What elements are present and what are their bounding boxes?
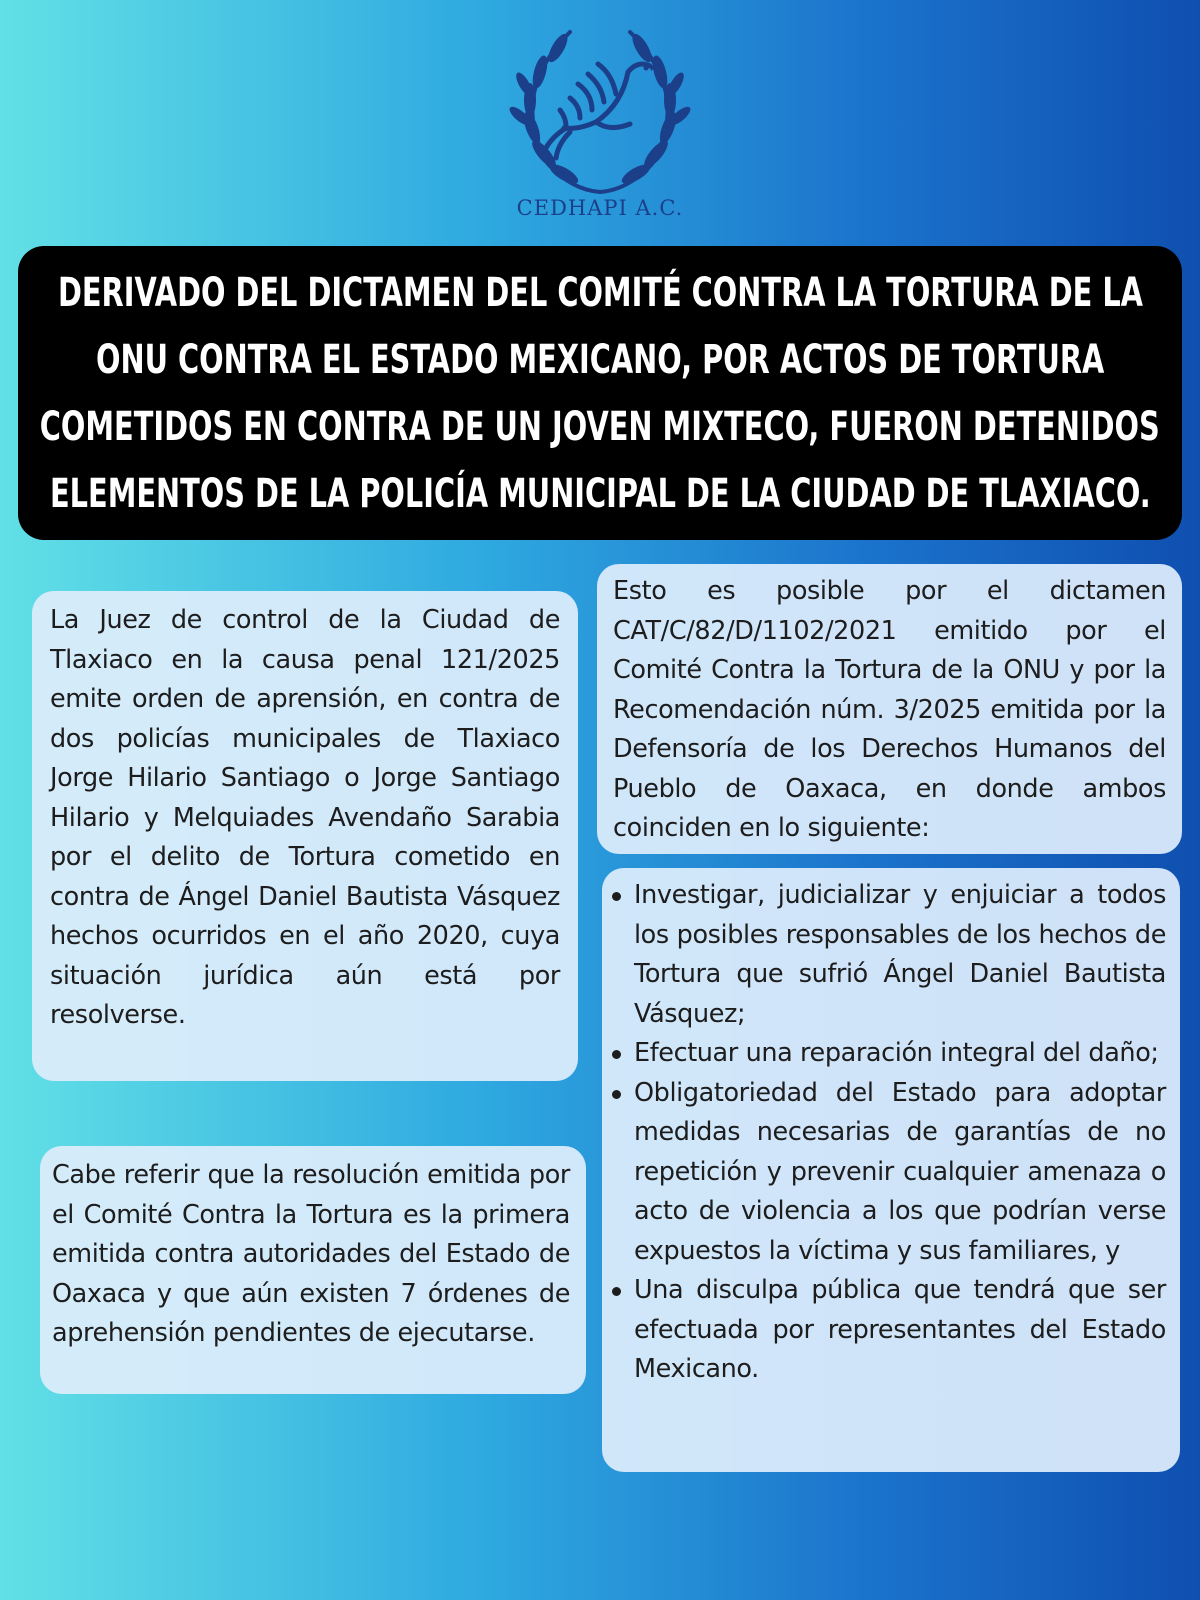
list-item-text: Investigar, judicializar y enjuiciar a todos los posibles responsables de los hechos de Tortura que sufrió Ángel Daniel Bautista Vásquez; <box>634 880 1166 1029</box>
bullet-icon <box>612 1287 621 1296</box>
bullet-icon <box>612 1090 621 1099</box>
list-item-text: Efectuar una reparación integral del daño; <box>634 1038 1159 1068</box>
cedhapi-logo <box>490 14 710 220</box>
list-item <box>634 876 1166 1034</box>
list-item-text: Una disculpa pública que tendrá que ser efectuada por representantes del Estado Mexicano. <box>634 1275 1166 1384</box>
bullet-icon <box>612 1050 621 1059</box>
laurel-dove-emblem-icon <box>500 14 700 198</box>
list-item-text: Obligatoriedad del Estado para adoptar medidas necesarias de garantías de no repetición y prevenir cualquier amenaza o acto de violencia a los que podrían verse expuestos la víctima y sus familiares, y <box>634 1077 1166 1266</box>
headline-line: ELEMENTOS DE LA POLICÍA MUNICIPAL DE LA CIUDAD DE TLAXIACO. <box>49 471 1151 517</box>
pending-orders-text: Cabe referir que la resolución emitida por el Comité Contra la Tortura es la primera emitida contra autoridades del Estado de Oaxaca y que aún existen 7 órdenes de aprehensión pendientes de ejecutarse. <box>52 1160 570 1348</box>
list-item <box>634 1074 1166 1272</box>
headline-line: ONU CONTRA EL ESTADO MEXICANO, POR ACTOS DE TORTURA <box>95 337 1105 383</box>
arrest-order-card <box>32 591 578 1081</box>
ruling-points-card <box>602 868 1180 1472</box>
headline-banner <box>18 246 1182 540</box>
bullet-icon <box>612 892 621 901</box>
list-item <box>634 1271 1166 1390</box>
headline-line: COMETIDOS EN CONTRA DE UN JOVEN MIXTECO, FUERON DETENIDOS <box>40 404 1161 450</box>
ruling-intro-text: Esto es posible por el dictamen CAT/C/82/D/1102/2021 emitido por el Comité Contra la Tortura de la ONU y por la Recomendación núm. 3/2025 emitida por la Defensoría de los Derechos Humanos del Pueblo de Oaxaca, en donde ambos coinciden en lo siguiente: <box>613 576 1166 843</box>
ruling-intro-card <box>597 564 1182 854</box>
ruling-points-list <box>634 876 1166 1390</box>
headline-line: DERIVADO DEL DICTAMEN DEL COMITÉ CONTRA LA TORTURA DE LA <box>57 270 1143 316</box>
pending-orders-card <box>40 1146 586 1394</box>
list-item <box>634 1034 1166 1074</box>
arrest-order-text: La Juez de control de la Ciudad de Tlaxiaco en la causa penal 121/2025 emite orden de aprensión, en contra de dos policías municipales de Tlaxiaco Jorge Hilario Santiago o Jorge Santiago Hilario y Melquiades Avendaño Sarabia por el delito de Tortura cometido en contra de Ángel Daniel Bautista Vásquez hechos ocurridos en el año 2020, cuya situación jurídica aún está por resolverse. <box>50 605 560 1030</box>
organization-name: CEDHAPI A.C. <box>516 196 684 220</box>
